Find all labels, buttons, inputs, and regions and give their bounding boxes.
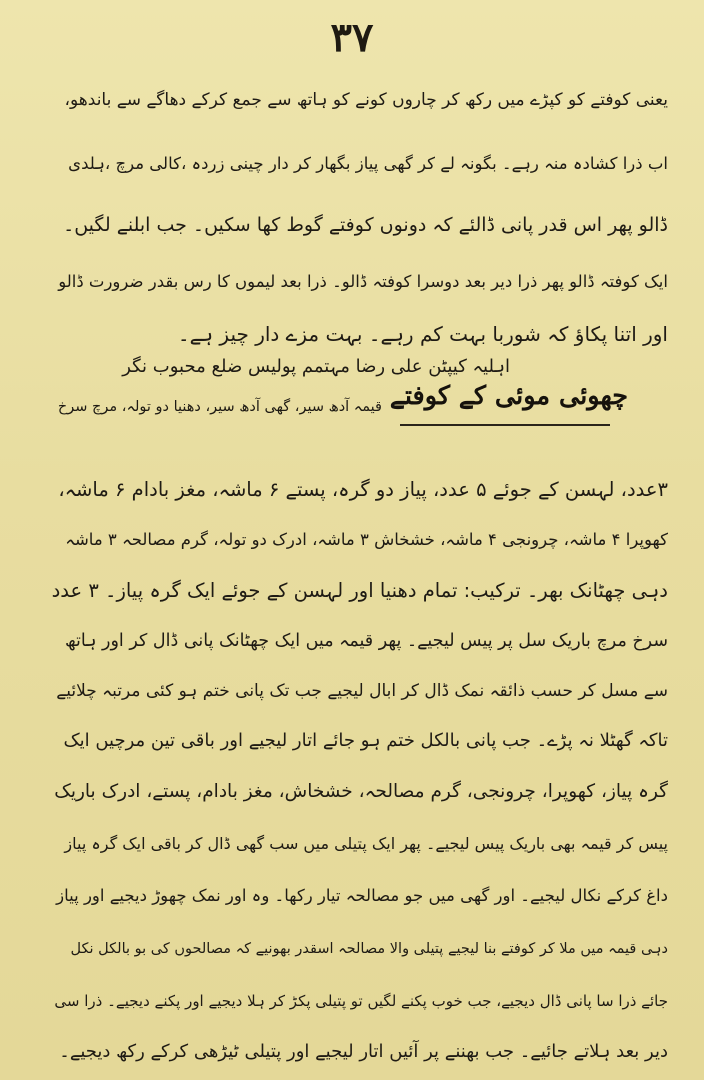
- text-line: سے مسل کر حسب ذائقہ نمک ڈال کر ابال لیجیے جب تک پانی ختم ہو کئی مرتبہ چلائیے: [56, 681, 668, 701]
- text-line: جائے ذرا سا پانی ڈال دیجیے، جب خوب پکنے لگیں تو پتیلی پکڑ کر ہلا دیجیے اور پکنے دیجیے۔ ذرا سی: [54, 992, 668, 1010]
- page-number: ۳۷: [330, 14, 374, 61]
- text-line: اب ذرا کشادہ منہ رہے۔ بگونہ لے کر گھی پیاز بگھار کر دار چینی زردہ ،کالی مرچ ،ہلدی: [68, 154, 668, 173]
- text-line: کھوپرا ۴ ماشہ، چرونجی ۴ ماشہ، خشخاش ۳ ماشہ، ادرک دو تولہ، گرم مصالحہ ۳ ماشہ: [65, 530, 668, 549]
- heading-underline: [400, 424, 610, 426]
- text-line: پیس کر قیمہ بھی باریک پیس لیجیے۔ پھر ایک پتیلی میں سب گھی ڈال کر باقی ایک گرہ پیاز: [64, 834, 668, 853]
- ingredients-first-line: قیمہ آدھ سیر، گھی آدھ سیر، دھنیا دو تولہ، مرچ سرخ: [57, 399, 382, 415]
- text-line: اور اتنا پکاؤ کہ شوربا بہت کم رہے۔ بہت مزے دار چیز ہے۔: [177, 322, 668, 346]
- text-line: تاکہ گھٹلا نہ پڑے۔ جب پانی بالکل ختم ہو جائے اتار لیجیے اور باقی تین مرچیں ایک: [63, 730, 668, 751]
- text-line: یعنی کوفتے کو کپڑے میں رکھ کر چاروں کونے کو ہاتھ سے جمع کرکے دھاگے سے باندھو،: [64, 90, 668, 110]
- text-line: سرخ مرچ باریک سل پر پیس لیجیے۔ پھر قیمہ میں ایک چھٹانک پانی ڈال کر اور ہاتھ: [64, 631, 668, 651]
- text-line: ڈالو پھر اس قدر پانی ڈالئے کہ دونوں کوفتے گوط کھا سکیں۔ جب ابلنے لگیں۔: [63, 214, 668, 236]
- text-line: داغ کرکے نکال لیجیے۔ اور گھی میں جو مصالحہ تیار رکھا۔ وہ اور نمک چھوڑ دیجیے اور پیاز: [56, 886, 668, 905]
- text-line: ایک کوفتہ ڈالو پھر ذرا دیر بعد دوسرا کوفتہ ڈالو۔ ذرا بعد لیموں کا رس بقدر ضرورت ڈالو: [58, 272, 668, 291]
- text-line: دہی قیمہ میں ملا کر کوفتے بنا لیجیے پتیلی والا مصالحہ اسقدر بھونیے کہ مصالحوں کی بو بالکل نکل: [70, 941, 668, 957]
- text-line: گرہ پیاز، کھوپرا، چرونجی، گرم مصالحہ، خشخاش، مغز بادام، پستے، ادرک باریک: [54, 781, 668, 802]
- text-line: دیر بعد ہلاتے جائیے۔ جب بھننے پر آئیں اتار لیجیے اور پتیلی ٹیڑھی کرکے رکھ دیجیے۔: [59, 1041, 668, 1062]
- text-line: ۳عدد، لہسن کے جوئے ۵ عدد، پیاز دو گرہ، پستے ۶ ماشہ، مغز بادام ۶ ماشہ،: [58, 478, 668, 501]
- text-line: دہی چھٹانک بھر۔ ترکیب: تمام دھنیا اور لہسن کے جوئے ایک گرہ پیاز۔ ۳ عدد: [51, 579, 668, 602]
- author-credit: اہلیہ کیپٹن علی رضا مہتمم پولیس ضلع محبوب نگر: [122, 356, 510, 377]
- recipe-title: چھوئی موئی کے کوفتے: [389, 381, 628, 411]
